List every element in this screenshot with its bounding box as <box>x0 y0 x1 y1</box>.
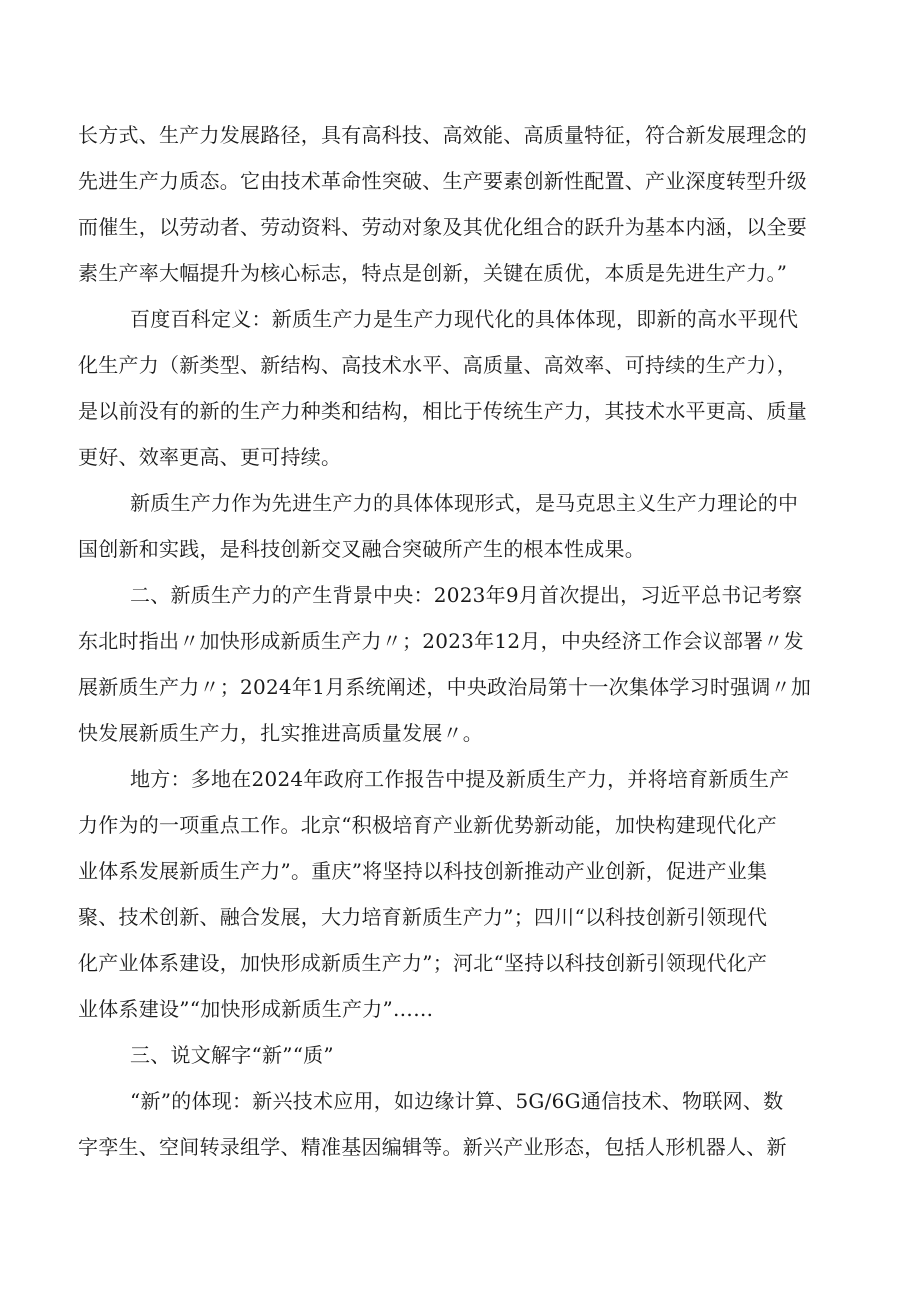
text-line: 化产业体系建设，加快形成新质生产力”；河北“坚持以科技创新引领现代化产 <box>78 951 768 975</box>
text-line: 素生产率大幅提升为核心标志，特点是创新，关键在质优，本质是先进生产力。” <box>78 261 788 285</box>
text-line: 业体系发展新质生产力”。重庆”将坚持以科技创新推动产业创新，促进产业集 <box>78 859 768 883</box>
text-line: 化生产力（新类型、新结构、高技术水平、高质量、高效率、可持续的生产力）， <box>78 353 797 377</box>
text-line: 聚、技术创新、融合发展，大力培育新质生产力”；四川“以科技创新引领现代 <box>78 905 768 929</box>
text-line: 长方式、生产力发展路径，具有高科技、高效能、高质量特征，符合新发展理念的 <box>78 123 807 147</box>
text-line: 是以前没有的新的生产力种类和结构，相比于传统生产力，其技术水平更高、质量 <box>78 399 807 423</box>
text-line: 更好、效率更高、更可持续。 <box>78 445 342 469</box>
text-line: 力作为的一项重点工作。北京“积极培育产业新优势新动能，加快构建现代化产 <box>78 813 777 837</box>
text-line: 业体系建设”“加快形成新质生产力”…… <box>78 997 434 1021</box>
text-line: 展新质生产力〃；2024年1月系统阐述，中央政治局第十一次集体学习时强调〃加 <box>78 675 812 699</box>
text-line: 快发展新质生产力，扎实推进高质量发展〃。 <box>78 721 483 745</box>
text-line: 字孪生、空间转录组学、精准基因编辑等。新兴产业形态，包括人形机器人、新 <box>78 1135 787 1159</box>
text-line: 先进生产力质态。它由技术革命性突破、生产要素创新性配置、产业深度转型升级 <box>78 169 807 193</box>
text-line: 地方：多地在2024年政府工作报告中提及新质生产力，并将培育新质生产 <box>130 767 790 791</box>
section-heading: 三、说文解字“新”“质” <box>130 1043 334 1067</box>
text-line: 二、新质生产力的产生背景中央：2023年9月首次提出，习近平总书记考察 <box>130 583 803 607</box>
text-line: 国创新和实践，是科技创新交叉融合突破所产生的根本性成果。 <box>78 537 645 561</box>
text-line: 百度百科定义：新质生产力是生产力现代化的具体体现，即新的高水平现代 <box>130 307 799 331</box>
text-line: 而催生，以劳动者、劳动资料、劳动对象及其优化组合的跃升为基本内涵，以全要 <box>78 215 807 239</box>
text-line: 新质生产力作为先进生产力的具体体现形式，是马克思主义生产力理论的中 <box>130 491 799 515</box>
text-line: “新”的体现：新兴技术应用，如边缘计算、5G/6G通信技术、物联网、数 <box>130 1089 784 1113</box>
text-line: 东北时指出〃加快形成新质生产力〃；2023年12月，中央经济工作会议部署〃发 <box>78 629 804 653</box>
